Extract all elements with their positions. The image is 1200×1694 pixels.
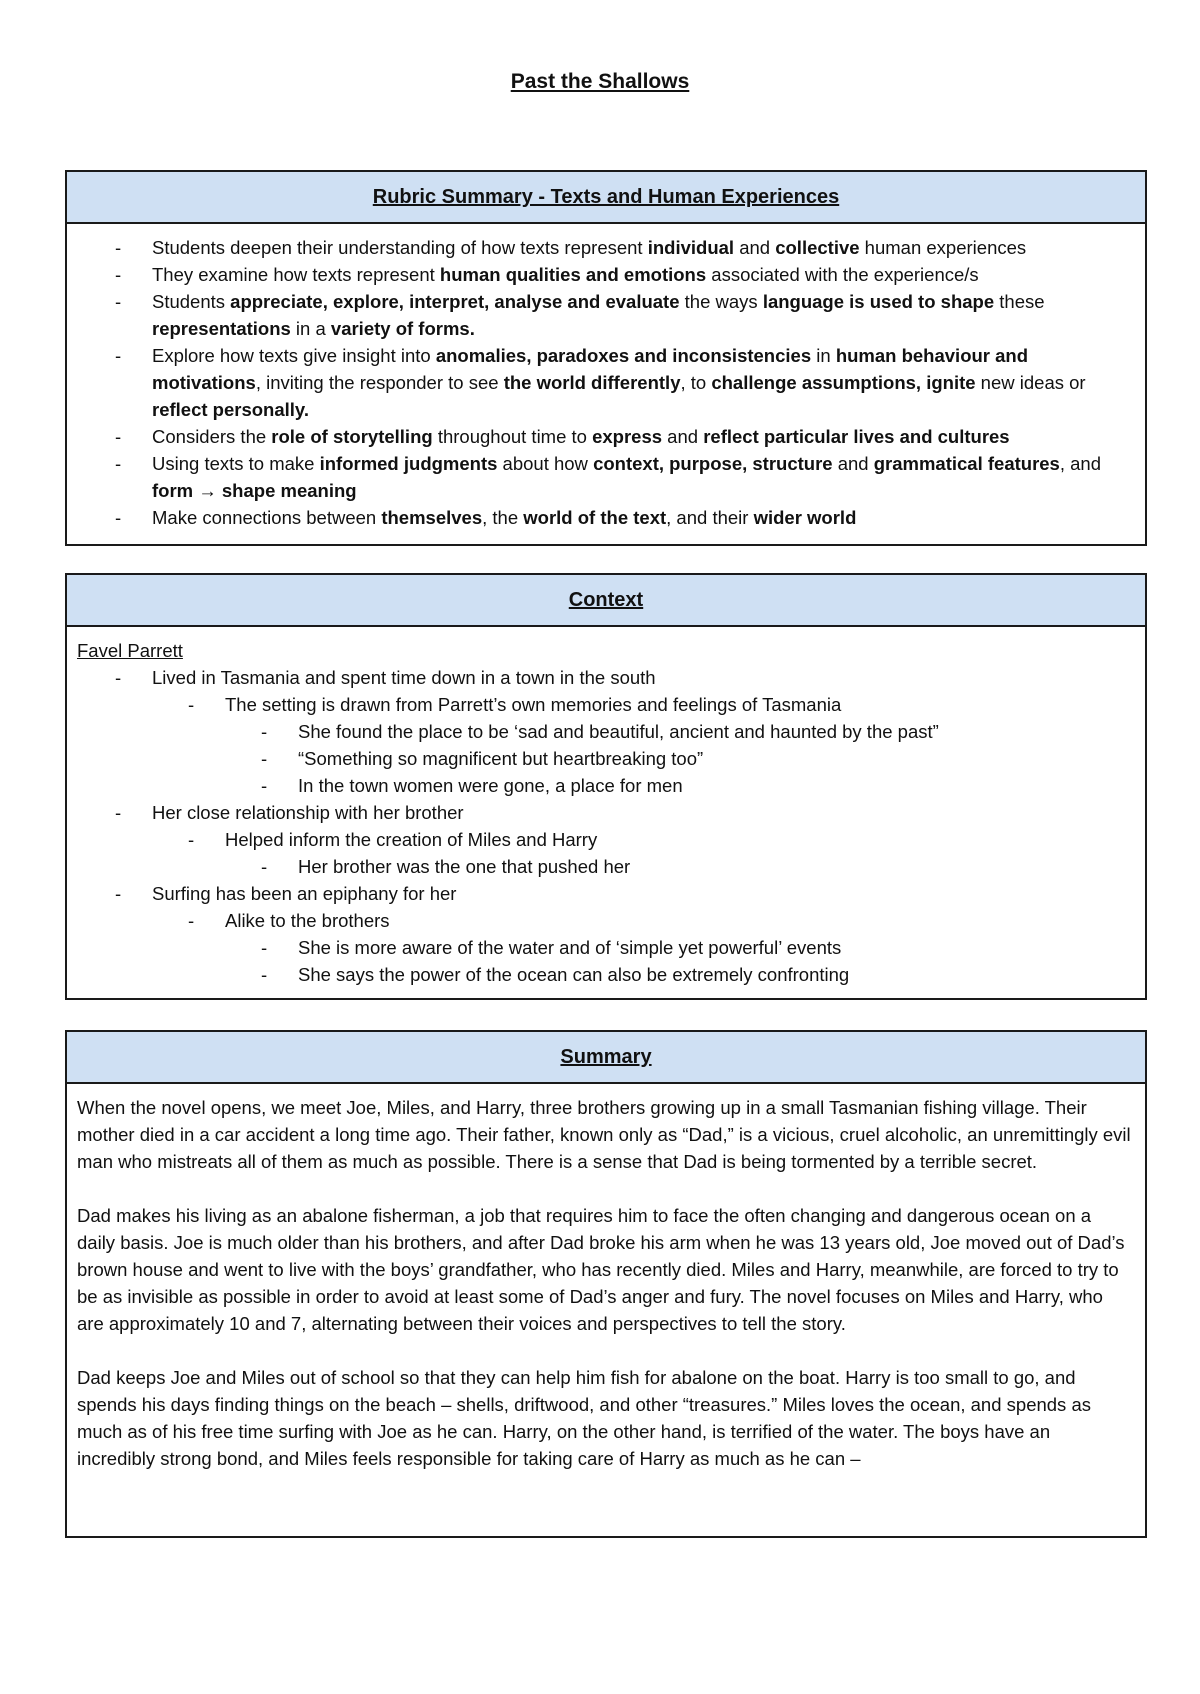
context-item: - Lived in Tasmania and spent time down in a town in the south — [77, 664, 1133, 691]
summary-body — [67, 1084, 1145, 1480]
context-item: - The setting is drawn from Parrett’s own memories and feelings of Tasmania — [77, 691, 1133, 718]
rubric-item: - They examine how texts represent human qualities and emotions associated with the experience/s — [77, 261, 1133, 288]
rubric-item: - Considers the role of storytelling throughout time to express and reflect particular lives and cultures — [77, 423, 1133, 450]
context-item: - She says the power of the ocean can also be extremely confronting — [77, 961, 1133, 988]
rubric-item: - Explore how texts give insight into anomalies, paradoxes and inconsistencies in human behaviour and motivations, inviting the responder to see the world differently, to challenge assumptions, ignite new ideas or reflect personally. — [77, 342, 1133, 423]
context-item: - In the town women were gone, a place for men — [77, 772, 1133, 799]
context-list — [77, 664, 1133, 988]
rubric-item: - Students appreciate, explore, interpret, analyse and evaluate the ways language is used to shape these representations in a variety of forms. — [77, 288, 1133, 342]
context-item: - She found the place to be ‘sad and beautiful, ancient and haunted by the past” — [77, 718, 1133, 745]
context-item: - Surfing has been an epiphany for her — [77, 880, 1133, 907]
summary-box — [65, 1030, 1147, 1538]
rubric-summary-body — [67, 224, 1145, 539]
summary-paragraph: Dad keeps Joe and Miles out of school so that they can help him fish for abalone on the boat. Harry is too small to go, and spends his days finding things on the beach – shells, driftwood, and other “treasures.” Miles loves the ocean, and spends as much as of his free time surfing with Joe as he can. Harry, on the other hand, is terrified of the water. The boys have an incredibly strong bond, and Miles feels responsible for taking care of Harry as much as he can – — [77, 1367, 1091, 1469]
context-item: - Alike to the brothers — [77, 907, 1133, 934]
rubric-item: - Using texts to make informed judgments about how context, purpose, structure and grammatical features, and form → shape meaning — [77, 450, 1133, 504]
page-title: Past the Shallows — [510, 70, 690, 93]
summary-heading: Summary — [67, 1032, 1145, 1084]
rubric-item: - Make connections between themselves, the world of the text, and their wider world — [77, 504, 1133, 531]
summary-paragraph: Dad makes his living as an abalone fisherman, a job that requires him to face the often changing and dangerous ocean on a daily basis. Joe is much older than his brothers, and after Dad broke his arm when he was 13 years old, Joe moved out of Dad’s brown house and went to live with the boys’ grandfather, who has recently died. Miles and Harry, meanwhile, are forced to try to be as invisible as possible in order to avoid at least some of Dad’s anger and fury. The novel focuses on Miles and Harry, who are approximately 10 and 7, alternating between their voices and perspectives to tell the story. — [77, 1205, 1125, 1334]
rubric-summary-heading: Rubric Summary - Texts and Human Experiences — [67, 172, 1145, 224]
context-item: - Her close relationship with her brother — [77, 799, 1133, 826]
context-item: - She is more aware of the water and of ‘simple yet powerful’ events — [77, 934, 1133, 961]
context-box — [65, 573, 1147, 1000]
context-item: - Her brother was the one that pushed her — [77, 853, 1133, 880]
context-item: - “Something so magnificent but heartbreaking too” — [77, 745, 1133, 772]
context-body — [67, 627, 1145, 996]
context-heading: Context — [67, 575, 1145, 627]
context-item: - Helped inform the creation of Miles and Harry — [77, 826, 1133, 853]
author-name: Favel Parrett — [77, 640, 183, 661]
summary-paragraph: When the novel opens, we meet Joe, Miles, and Harry, three brothers growing up in a small Tasmanian fishing village. Their mother died in a car accident a long time ago. Their father, known only as “Dad,” is a vicious, cruel alcoholic, an unremittingly evil man who mistreats all of them as much as possible. There is a sense that Dad is being tormented by a terrible secret. — [77, 1097, 1131, 1172]
rubric-summary-box — [65, 170, 1147, 546]
rubric-item: - Students deepen their understanding of how texts represent individual and collective human experiences — [77, 234, 1133, 261]
rubric-list — [77, 234, 1133, 531]
